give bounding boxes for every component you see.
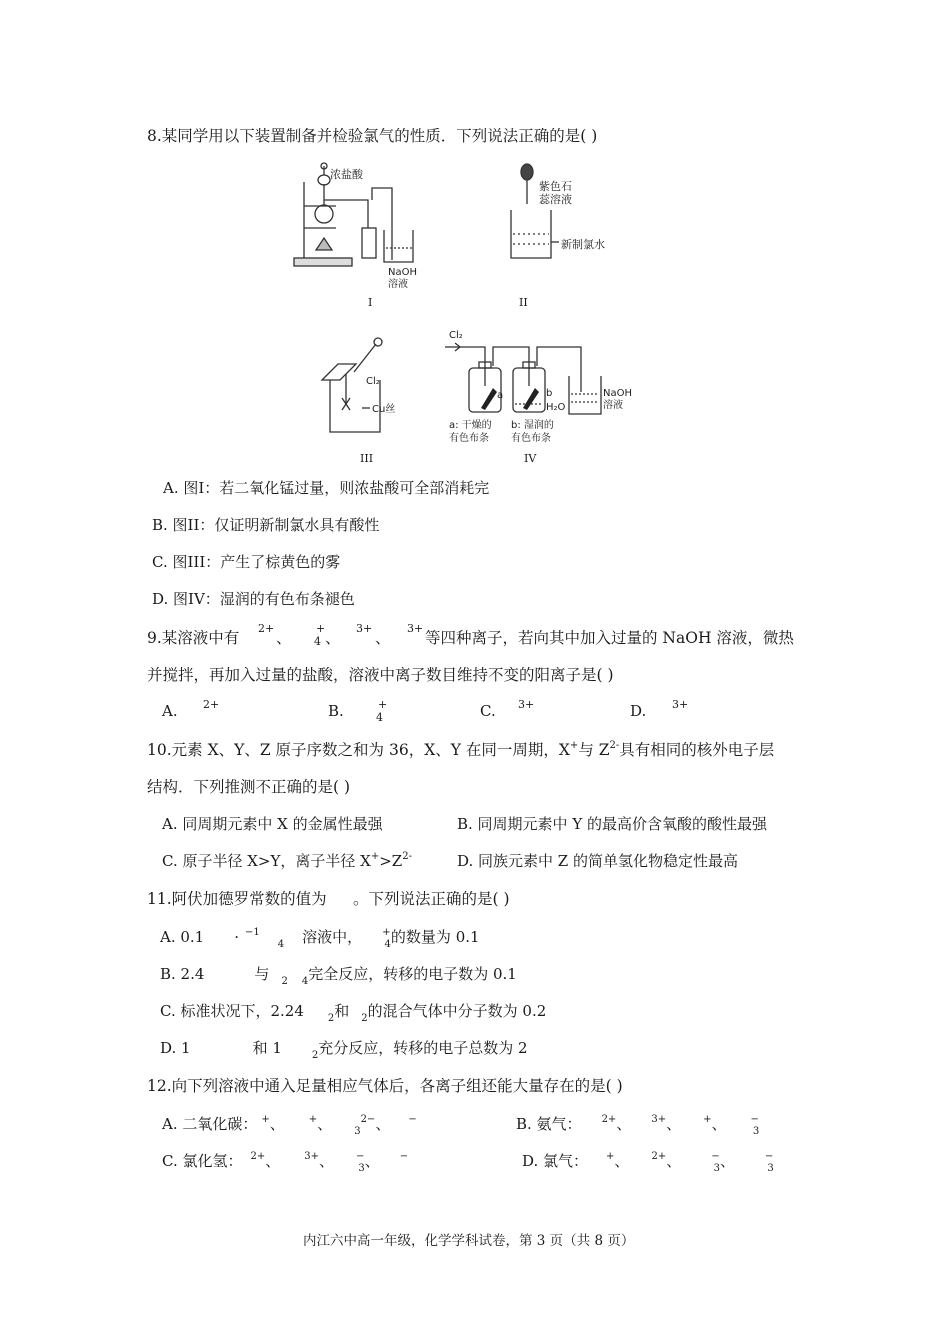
q8-option-c: C. 图III：产生了棕黄色的雾 [152, 553, 341, 571]
q8-option-b: B. 图II：仅证明新制氯水具有酸性 [152, 516, 380, 534]
fig3-cu-label: Cu丝 [372, 404, 396, 415]
q9-sep3: 、 [375, 629, 391, 647]
q9-option-b-subscript: 4 [376, 711, 383, 724]
fig4-dry-label-1: a: 干燥的 [449, 420, 492, 431]
q9-line1-start: 9.某溶液中有 [147, 629, 240, 647]
q10-line2: 结构．下列推测不正确的是( ) [147, 778, 351, 796]
fig1-naoh-label: NaOH [388, 267, 417, 278]
q9-sep2: 、 [325, 629, 341, 647]
q9-option-c-charge: 3+ [518, 698, 535, 711]
q9-option-d-charge: 3+ [672, 698, 689, 711]
q10-option-b: B. 同周期元素中 Y 的最高价含氧酸的酸性最强 [457, 815, 767, 833]
fig4-naoh-label: NaOH [603, 388, 632, 399]
figure-2-apparatus [505, 160, 625, 270]
fig2-litmus-label-2: 蕊溶液 [539, 193, 572, 206]
q12-option-c: C. 氯化氢： $^{2+}$、 $^{3+}$、 −$_3$、 − [162, 1151, 409, 1174]
q12-option-b: B. 氨气： $^{2+}$、 $^{3+}$、 +、 −$_3$ [516, 1114, 760, 1137]
q9-option-a-charge: 2+ [203, 698, 220, 711]
fig2-chlorine-water-label: 新制氯水 [561, 238, 605, 251]
q11-option-d: D. 1 和 1 $_2$充分反应，转移的电子总数为 2 [160, 1039, 528, 1061]
fig2-litmus-label-1: 紫色石 [539, 180, 572, 193]
q9-sep1: 、 [276, 629, 292, 647]
q10-option-c: C. 原子半径 X>Y，离子半径 $X^+>Z^{2-}$ [162, 851, 412, 870]
fig1-numeral: I [368, 296, 373, 309]
q10-option-a: A. 同周期元素中 X 的金属性最强 [162, 815, 383, 833]
q9-ion2-charge: + [316, 622, 326, 635]
fig4-dry-label-2: 有色布条 [449, 433, 489, 444]
figure-4-apparatus [443, 326, 648, 451]
fig4-solution-label: 溶液 [603, 400, 623, 411]
fig3-cl2-label: Cl₂ [366, 376, 380, 387]
q9-line2: 并搅拌，再加入过量的盐酸，溶液中离子数目维持不变的阳离子是( ) [147, 666, 614, 684]
fig4-cl2-label: Cl₂ [449, 330, 463, 341]
figure-3-apparatus [318, 336, 413, 441]
q9-option-d: D. [630, 702, 647, 720]
fig4-b-label: b [546, 388, 553, 399]
q12-option-a: A. 二氧化碳： +、 +、 $_3^{2-}$、 − [162, 1114, 417, 1137]
q10-line1: 10.元素 X、Y、Z 原子序数之和为 36，X、Y 在同一周期，X+与 $Z^{2-}$具有相同的核外电子层 [147, 740, 775, 759]
q12-stem: 12.向下列溶液中通入足量相应气体后，各离子组还能大量存在的是( ) [147, 1077, 623, 1095]
figure-1-apparatus [288, 158, 423, 308]
q9-ion3-charge: 3+ [356, 622, 373, 635]
q11-stem-start: 11.阿伏加德罗常数的值为 [147, 890, 327, 908]
fig2-numeral: II [519, 296, 528, 309]
fig4-wet-label-1: b: 湿润的 [511, 420, 554, 431]
page-footer: 内江六中高一年级，化学学科试卷，第 3 页（共 8 页） [303, 1233, 635, 1249]
fig1-solution-label: 溶液 [388, 279, 408, 290]
fig1-acid-label: 浓盐酸 [330, 168, 363, 181]
q9-ion2-subscript: 4 [314, 635, 321, 648]
fig4-a-label: a [497, 390, 504, 401]
q8-stem: 8.某同学用以下装置制备并检验氯气的性质．下列说法正确的是( ) [147, 127, 598, 145]
q9-option-a: A. [162, 702, 178, 720]
q9-ion1-charge: 2+ [258, 622, 275, 635]
q9-ion4-charge: 3+ [407, 622, 424, 635]
q12-option-d: D. 氯气： +、 $^{2+}$、 −$_3$、 −$_3$ [522, 1151, 774, 1174]
q9-line1-end: 等四种离子，若向其中加入过量的 NaOH 溶液，微热 [425, 629, 794, 647]
q9-option-b-charge: + [378, 698, 388, 711]
fig4-wet-label-2: 有色布条 [511, 433, 551, 444]
q11-option-a: A. 0.1 · $^{-1}_4$ 溶液中， +$_4$的数量为 0.1 [160, 927, 480, 950]
q9-option-b: B. [328, 702, 344, 720]
q9-option-c: C. [480, 702, 496, 720]
q8-option-d: D. 图IV：湿润的有色布条褪色 [152, 590, 355, 608]
fig3-numeral: III [360, 452, 374, 465]
q11-stem-end: 。下列说法正确的是( ) [353, 890, 510, 908]
q10-option-d: D. 同族元素中 Z 的简单氢化物稳定性最高 [457, 852, 738, 870]
q11-option-b: B. 2.4 与 $_2$ $_4$完全反应，转移的电子数为 0.1 [160, 965, 517, 987]
fig4-numeral: IV [524, 452, 537, 465]
q8-option-a: A. 图I：若二氧化锰过量，则浓盐酸可全部消耗完 [163, 479, 490, 497]
fig4-h2o-label: H₂O [546, 402, 566, 413]
q11-option-c: C. 标准状况下，2.24 $_2$和 $_2$的混合气体中分子数为 0.2 [160, 1002, 547, 1024]
